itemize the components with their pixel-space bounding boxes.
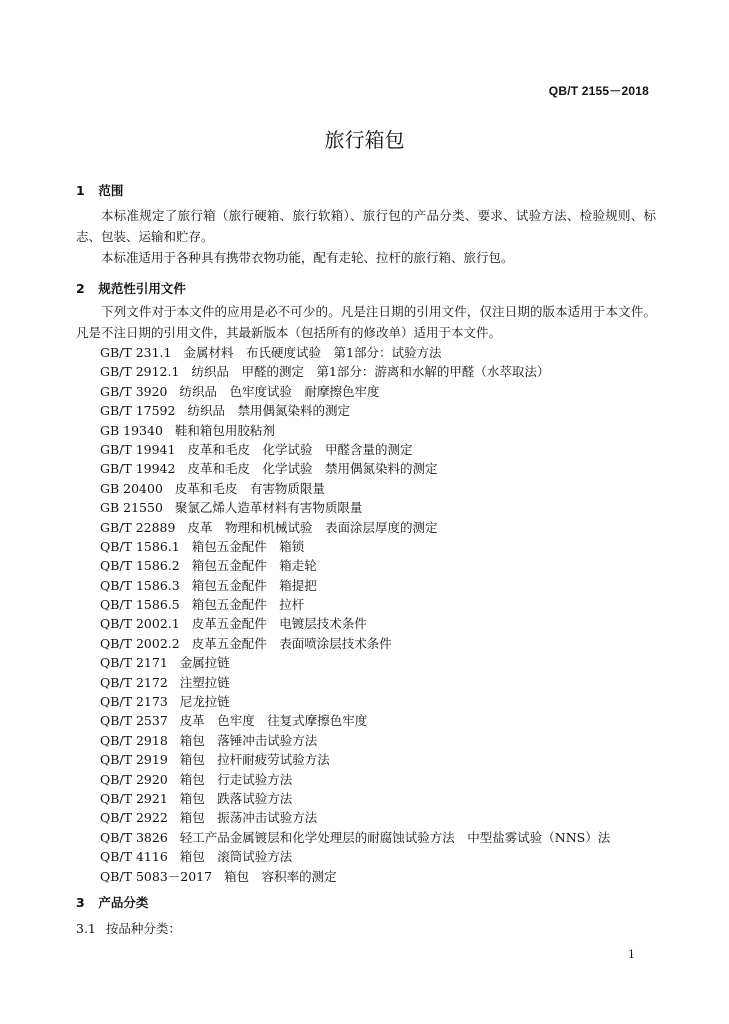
reference-code: QB/T 2171 xyxy=(100,655,168,671)
reference-title: 鞋和箱包用胶粘剂 xyxy=(174,422,275,438)
reference-item xyxy=(100,867,610,886)
reference-item xyxy=(100,731,610,750)
reference-item xyxy=(100,440,610,459)
section-title: 范围 xyxy=(98,183,124,198)
reference-code: QB/T 2172 xyxy=(100,674,168,690)
reference-title: 纺织品 甲醛的测定 第1部分：游离和水解的甲醛（水萃取法） xyxy=(191,364,550,380)
reference-title: 纺织品 禁用偶氮染料的测定 xyxy=(187,403,350,419)
reference-item xyxy=(100,614,610,633)
section-title: 规范性引用文件 xyxy=(98,281,186,296)
reference-title: 箱包 跌落试验方法 xyxy=(179,790,293,806)
standard-number: QB/T 2155－2018 xyxy=(548,84,649,98)
reference-code: QB/T 2921 xyxy=(100,790,168,806)
reference-title: 金属材料 布氏硬度试验 第1部分：试验方法 xyxy=(183,345,442,360)
reference-title: 皮革和毛皮 化学试验 甲醛含量的测定 xyxy=(187,441,413,457)
reference-item xyxy=(100,498,610,517)
reference-title: 箱包五金配件 箱走轮 xyxy=(191,558,317,574)
reference-title: 箱包 滚筒试验方法 xyxy=(179,849,293,865)
reference-code: QB/T 2002.1 xyxy=(100,616,180,632)
reference-title: 皮革五金配件 电镀层技术条件 xyxy=(191,616,367,632)
reference-item xyxy=(100,711,610,730)
reference-code: QB/T 1586.5 xyxy=(100,597,180,613)
reference-code: QB/T 2920 xyxy=(100,771,168,787)
reference-item xyxy=(100,401,610,420)
reference-item xyxy=(100,518,610,537)
reference-item xyxy=(100,479,610,498)
reference-title: 箱包五金配件 箱锁 xyxy=(191,538,305,554)
reference-item xyxy=(100,382,610,401)
reference-code: QB/T 1586.1 xyxy=(100,538,180,554)
section-title: 产品分类 xyxy=(98,895,149,910)
reference-title: 纺织品 色牢度试验 耐摩擦色牢度 xyxy=(179,383,380,399)
normative-references-list xyxy=(100,343,610,886)
reference-title: 轻工产品金属镀层和化学处理层的耐腐蚀试验方法 中型盐雾试验（NNS）法 xyxy=(179,829,611,845)
reference-code: GB/T 22889 xyxy=(100,519,176,535)
section-number: 3 xyxy=(76,895,85,910)
document-title: 旅行箱包 xyxy=(324,128,405,152)
reference-code: QB/T 4116 xyxy=(100,849,168,865)
reference-code: GB/T 19941 xyxy=(100,441,176,457)
scope-paragraph-1: 本标准规定了旅行箱（旅行硬箱、旅行软箱）、旅行包的产品分类、要求、试验方法、检验规则、标志、包装、运输和贮存。 xyxy=(76,208,656,244)
reference-title: 皮革五金配件 表面喷涂层技术条件 xyxy=(191,635,392,651)
reference-code: QB/T 2918 xyxy=(100,732,168,748)
reference-title: 箱包 拉杆耐疲劳试验方法 xyxy=(179,752,330,768)
reference-title: 箱包五金配件 拉杆 xyxy=(191,597,305,613)
subsection-text: 按品种分类： xyxy=(105,921,181,936)
reference-item xyxy=(100,750,610,769)
reference-code: QB/T 3826 xyxy=(100,829,168,845)
reference-item xyxy=(100,653,610,672)
subsection-3-1 xyxy=(76,919,181,937)
reference-title: 皮革 色牢度 往复式摩擦色牢度 xyxy=(179,713,368,729)
reference-title: 箱包 落锤冲击试验方法 xyxy=(179,732,318,748)
reference-code: GB/T 2912.1 xyxy=(100,364,180,380)
reference-title: 箱包五金配件 箱提把 xyxy=(191,577,317,593)
reference-code: GB 20400 xyxy=(100,480,163,496)
reference-code: GB 19340 xyxy=(100,422,163,438)
reference-item xyxy=(100,789,610,808)
reference-code: QB/T 2002.2 xyxy=(100,635,180,651)
reference-title: 尼龙拉链 xyxy=(179,694,230,710)
reference-title: 注塑拉链 xyxy=(179,674,230,690)
reference-item xyxy=(100,537,610,556)
reference-code: QB/T 2537 xyxy=(100,713,168,729)
section-number: 1 xyxy=(76,183,85,198)
reference-item xyxy=(100,421,610,440)
reference-item xyxy=(100,847,610,866)
reference-item xyxy=(100,692,610,711)
reference-item xyxy=(100,459,610,478)
reference-item xyxy=(100,828,610,847)
reference-title: 皮革和毛皮 化学试验 禁用偶氮染料的测定 xyxy=(187,461,438,477)
reference-code: QB/T 1586.2 xyxy=(100,558,180,574)
reference-item xyxy=(100,770,610,789)
reference-code: GB/T 19942 xyxy=(100,461,176,477)
references-intro-paragraph: 下列文件对于本文件的应用是必不可少的。凡是注日期的引用文件，仅注日期的版本适用于本文件。凡是不注日期的引用文件，其最新版本（包括所有的修改单）适用于本文件。 xyxy=(76,304,656,340)
reference-code: QB/T 2919 xyxy=(100,752,168,768)
page-number: 1 xyxy=(628,948,635,961)
reference-title: 皮革和毛皮 有害物质限量 xyxy=(174,480,325,496)
section-number: 2 xyxy=(76,281,85,296)
scope-paragraph-2: 本标准适用于各种具有携带衣物功能，配有走轮、拉杆的旅行箱、旅行包。 xyxy=(101,250,514,265)
reference-title: 皮革 物理和机械试验 表面涂层厚度的测定 xyxy=(187,519,438,535)
reference-code: GB/T 3920 xyxy=(100,383,168,399)
reference-item xyxy=(100,595,610,614)
reference-title: 箱包 振荡冲击试验方法 xyxy=(179,810,318,826)
reference-item xyxy=(100,343,610,362)
reference-item xyxy=(100,556,610,575)
subsection-number: 3.1 xyxy=(76,921,96,936)
reference-code: GB/T 231.1 xyxy=(100,345,172,360)
reference-item xyxy=(100,808,610,827)
reference-item xyxy=(100,634,610,653)
reference-title: 箱包 容积率的测定 xyxy=(224,868,337,884)
reference-code: QB/T 2922 xyxy=(100,810,168,826)
section-2-heading xyxy=(76,279,186,297)
reference-code: GB 21550 xyxy=(100,500,163,516)
reference-title: 聚氯乙烯人造革材料有害物质限量 xyxy=(174,500,363,516)
reference-title: 箱包 行走试验方法 xyxy=(179,771,293,787)
reference-code: QB/T 1586.3 xyxy=(100,577,180,593)
section-1-heading xyxy=(76,181,123,199)
reference-item xyxy=(100,362,610,381)
reference-title: 金属拉链 xyxy=(179,655,230,671)
reference-code: QB/T 2173 xyxy=(100,694,168,710)
reference-code: GB/T 17592 xyxy=(100,403,176,419)
reference-item xyxy=(100,576,610,595)
reference-item xyxy=(100,673,610,692)
reference-code: QB/T 5083－2017 xyxy=(100,868,213,884)
section-3-heading xyxy=(76,893,148,911)
